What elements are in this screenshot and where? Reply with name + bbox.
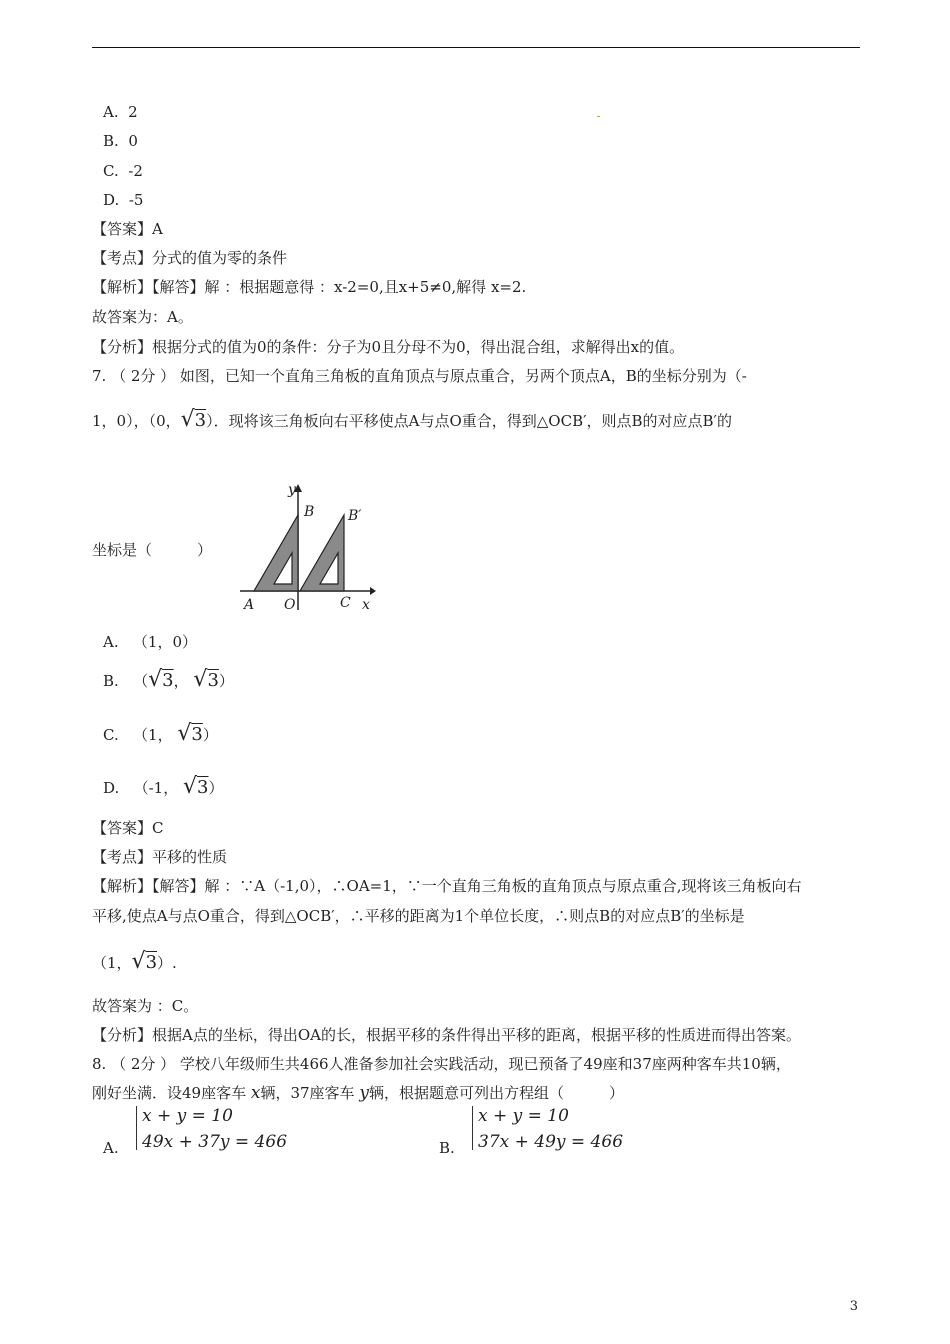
- triangle-abo: [254, 515, 298, 591]
- q8-option-a-label: A.: [103, 1139, 119, 1157]
- header-rule: [92, 47, 860, 48]
- label-o: O: [284, 597, 296, 613]
- q7-option-d: D. （-1， √3）: [103, 774, 224, 799]
- page-number: 3: [849, 1299, 858, 1314]
- q6-option-c: C. -2: [103, 162, 143, 180]
- q8-option-a-system: [142, 1103, 287, 1155]
- q8-option-a-eq2: 49x + 37y = 466: [142, 1132, 288, 1152]
- q7-stem-line1: 7. （ 2分 ） 如图，已知一个直角三角板的直角顶点与原点重合，另两个顶点A，B的坐标分别为（-: [92, 367, 747, 385]
- label-a: A: [244, 597, 255, 613]
- q6-answer: 【答案】A: [92, 220, 163, 238]
- q6-jiexi: 【解析】【解答】解 ：根据题意得 ：x-2=0,且x+5≠0,解得 x=2.: [92, 278, 527, 296]
- label-c: C: [340, 595, 351, 611]
- q8-option-b-eq2: 37x + 49y = 466: [478, 1132, 624, 1152]
- q6-option-a: A. 2: [103, 103, 138, 121]
- q8-option-b-system: [478, 1103, 623, 1155]
- q8-option-b-brace: [472, 1106, 477, 1150]
- q8-stem-line2: 刚好坐满．设49座客车 x辆，37座客车 y辆，根据题意可列出方程组（ ）: [92, 1083, 624, 1103]
- stray-mark: [597, 116, 600, 117]
- q7-option-a: A. （1，0）: [103, 633, 198, 651]
- q8-option-a-eq1: x + y = 10: [142, 1106, 233, 1126]
- triangle-ocb-prime: [300, 515, 344, 591]
- q7-jiexi-line2: 平移,使点A与点O重合，得到△OCB′，∴平移的距离为1个单位长度，∴则点B的对应点B′的坐标是: [92, 907, 745, 925]
- q6-option-d: D. -5: [103, 191, 144, 209]
- label-b: B: [304, 504, 315, 520]
- coordinate-figure: [238, 478, 378, 618]
- q7-jiexi-line3: （1，√3）.: [92, 949, 177, 974]
- x-axis-arrow-icon: [370, 587, 376, 595]
- q6-fenxi: 【分析】根据分式的值为0的条件：分子为0且分母不为0，得出混合组，求解得出x的值。: [92, 338, 685, 356]
- q6-kaodian: 【考点】分式的值为零的条件: [92, 249, 288, 267]
- q7-stem-line2: 1，0），（0，√3）．现将该三角板向右平移使点A与点O重合，得到△OCB′，则点B的对应点B′的: [92, 407, 732, 432]
- q8-option-b-eq1: x + y = 10: [478, 1106, 569, 1126]
- q7-option-b: B. （√3， √3）: [103, 667, 234, 692]
- var-y: y: [359, 1083, 369, 1103]
- label-y: y: [288, 482, 296, 498]
- q8-stem-line1: 8. （ 2分 ） 学校八年级师生共466人准备参加社会实践活动，现已预备了49座和37座两种客车共10辆，: [92, 1055, 791, 1073]
- q8-option-a-brace: [136, 1106, 141, 1150]
- q8-option-b-label: B.: [439, 1139, 455, 1157]
- label-b-prime: B′: [348, 508, 362, 524]
- label-x: x: [362, 597, 370, 613]
- q7-kaodian: 【考点】平移的性质: [92, 848, 228, 866]
- q7-conclusion: 故答案为 ：C。: [92, 997, 199, 1015]
- q7-jiexi-line1: 【解析】【解答】解 ：∵A（-1,0），∴OA=1，∵一个直角三角板的直角顶点与原点重合,现将该三角板向右: [92, 877, 802, 895]
- sqrt3-symbol: √3: [180, 407, 207, 432]
- q7-stem-line3: 坐标是（ ）: [92, 541, 213, 559]
- q6-conclusion: 故答案为：A。: [92, 308, 193, 326]
- q7-fenxi: 【分析】根据A点的坐标，得出OA的长，根据平移的条件得出平移的距离，根据平移的性质进而得出答案。: [92, 1026, 801, 1044]
- q7-answer: 【答案】C: [92, 819, 164, 837]
- var-x: x: [250, 1083, 261, 1103]
- q6-option-b: B. 0: [103, 132, 138, 150]
- q7-option-c: C. （1， √3）: [103, 721, 218, 746]
